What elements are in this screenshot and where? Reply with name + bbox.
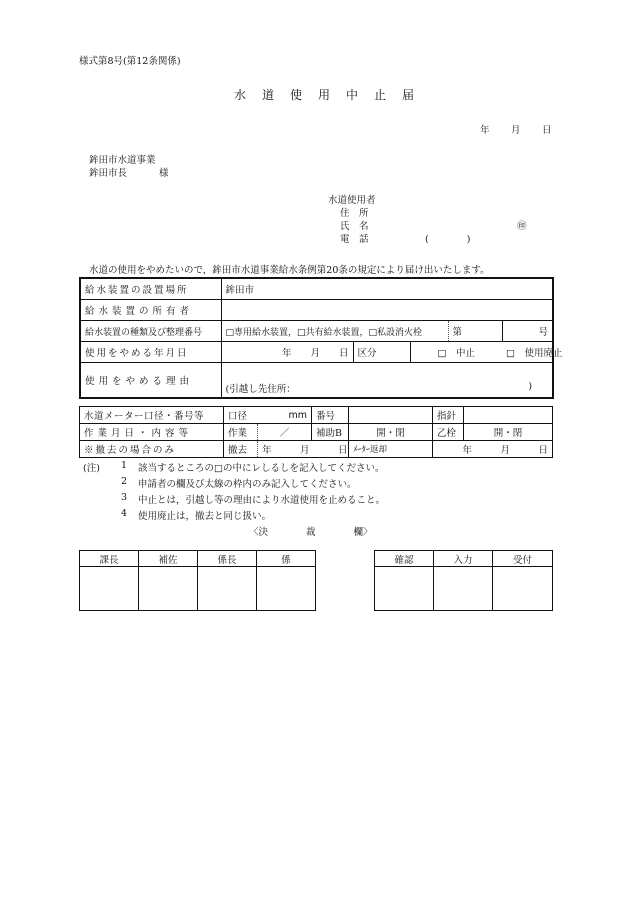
type-label: 給水装置の種類及び整理番号 [80,321,221,342]
stop-date-field[interactable]: 年 月 日 [221,342,353,363]
bore-unit[interactable]: mm [258,407,312,424]
stamp-cell-section-chief [80,567,139,611]
stamp-head-staff: 係 [257,551,316,567]
stamp-cell-confirm [375,567,434,611]
reason-new-address-note: (引越し先住所： [225,384,296,395]
stamp-cell-staff [257,567,316,611]
type-options[interactable]: □専用給水装置，□共有給水装置，□私設消火栓 [221,321,448,342]
note-3-num: 3 [121,492,128,503]
date-month: 月 [511,125,521,136]
removal-sub-label: 撤去 [224,441,258,458]
reason-close-paren: ) [528,381,533,392]
stamp-head-assistant: 補佐 [139,551,198,567]
work-label: 作業月日・内容等 [80,424,224,441]
addressee-name: 鉾田市長 [89,168,128,179]
applicant-phone-label: 電 話 [340,234,369,245]
office-use-table [79,406,553,458]
approval-stamp-table-right [374,550,553,611]
note-4-text: 使用廃止は，撤去と同じ扱い。 [138,511,272,522]
removal-label: ※撤去の場合のみ [80,441,224,458]
otsu-label: 乙栓 [433,424,464,441]
note-3-text: 中止とは，引越し等の理由により水道使用を止めること。 [138,495,386,506]
stop-date-label: 使用をやめる年月日 [80,342,221,363]
reading-field[interactable] [464,407,553,424]
note-4-num: 4 [121,508,128,519]
stamp-cell-unit-chief [198,567,257,611]
otsu-open-close[interactable]: 開・閉 [464,424,553,441]
reason-field[interactable] [221,363,553,399]
location-label: 給水装置の設置場所 [80,278,221,300]
form-number: 様式第8号(第12条関係) [79,56,181,67]
stamp-head-section-chief: 課長 [80,551,139,567]
reading-label: 指針 [433,407,464,424]
stamp-head-confirm: 確認 [375,551,434,567]
aux-open-close[interactable]: 開・閉 [349,424,433,441]
stamp-head-unit-chief: 係長 [198,551,257,567]
note-1-text: 該当するところの□の中にレしるしを記入してください。 [138,463,385,474]
date-day: 日 [542,125,552,136]
applicant-name-label: 氏 名 [340,221,369,232]
note-2-text: 申請者の欄及び太線の枠内のみ記入してください。 [138,479,357,490]
meter-return-label: ﾒｰﾀｰ返却 [349,441,433,458]
note-2-num: 2 [121,476,128,487]
work-sub-label: 作業 [224,424,258,441]
bore-label: 口径 [224,407,258,424]
addressee-org: 鉾田市水道事業 [89,155,156,166]
reason-label: 使用をやめる理由 [80,363,221,399]
stamp-head-reception: 受付 [493,551,553,567]
category-label: 区分 [353,342,410,363]
stamp-cell-reception [493,567,553,611]
aux-label: 補助B [312,424,349,441]
location-field[interactable]: 鉾田市 [221,278,553,300]
owner-label: 給水装置の所有者 [80,300,221,321]
applicant-heading: 水道使用者 [328,195,376,206]
approval-stamp-table-left [79,550,316,611]
notes-head: (注) [83,463,100,474]
category-stop-checkbox[interactable]: □ 中止 [410,342,502,363]
applicant-address-label: 住 所 [340,208,369,219]
seal-mark: ㊞ [517,221,527,232]
stamp-cell-input [434,567,493,611]
page-title: 水道使用中止届 [234,88,431,102]
work-date-field[interactable]: ／ [258,424,312,441]
removal-date-field[interactable]: 年 月 日 [258,441,349,458]
main-form-table [79,277,563,399]
addressee-honorific: 様 [159,168,169,179]
date-year: 年 [480,125,490,136]
type-number-prefix: 第 [448,321,502,342]
decision-heading: 〈決 裁 欄〉 [249,527,373,538]
owner-field[interactable] [221,300,553,321]
stamp-head-input: 入力 [434,551,493,567]
type-number-suffix: 号 [502,321,553,342]
meter-number-label: 番号 [312,407,349,424]
intro-text: 水道の使用をやめたいので，鉾田市水道事業給水条例第20条の規定により届け出いたします。 [89,265,490,276]
note-1-num: 1 [121,460,128,471]
meter-label: 水道メーター口径・番号等 [80,407,224,424]
meter-return-date-field[interactable]: 年 月 日 [433,441,553,458]
meter-number-field[interactable] [349,407,433,424]
stamp-cell-assistant [139,567,198,611]
category-abolish-checkbox[interactable]: □ 使用廃止 [502,342,553,363]
applicant-phone-paren: ( ) [425,234,471,245]
